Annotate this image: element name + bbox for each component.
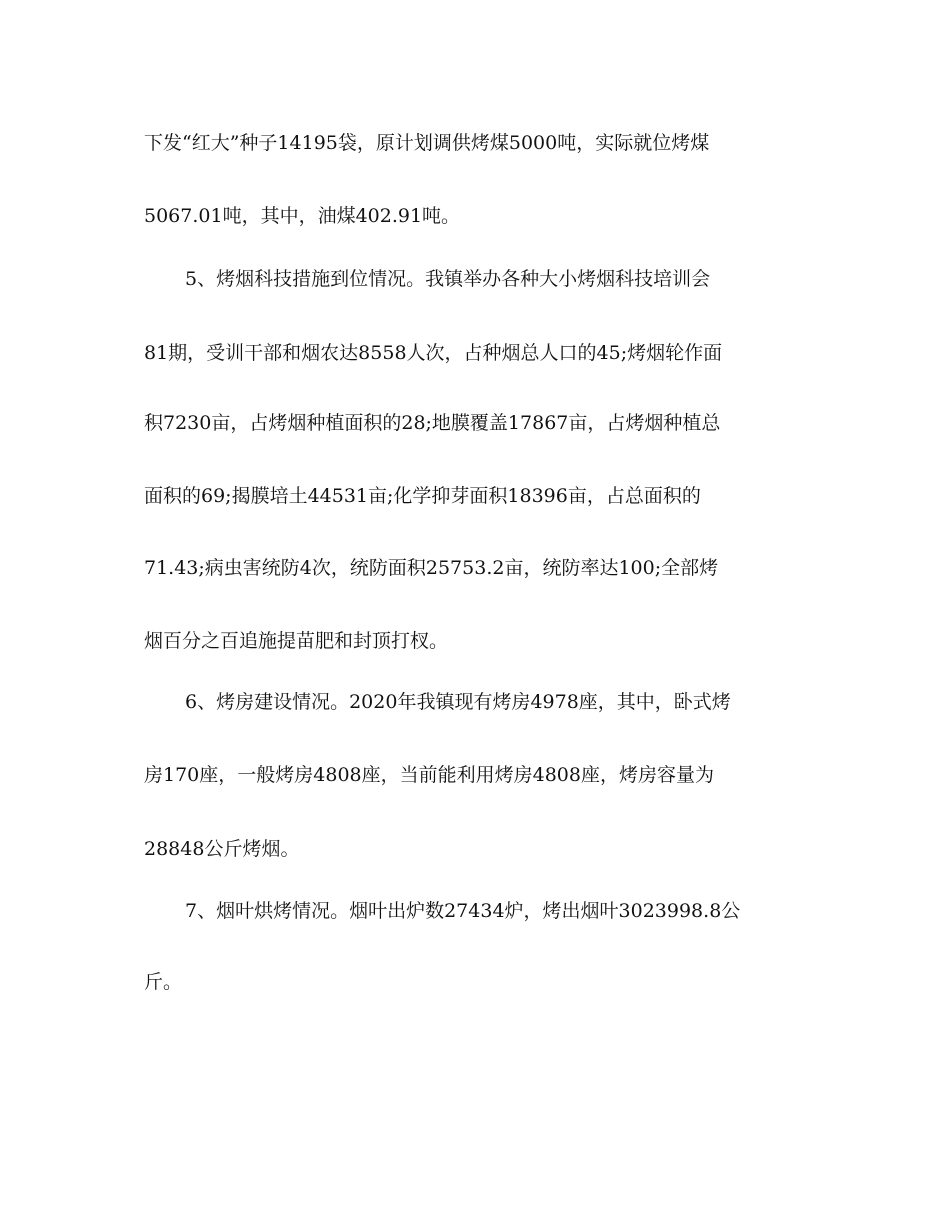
paragraph-line: 7、烟叶烘烤情况。烟叶出炉数27434炉，烤出烟叶3023998.8公 bbox=[185, 900, 741, 922]
text-line: 81期，受训干部和烟农达8558人次，占种烟总人口的45;烤烟轮作面 bbox=[144, 342, 723, 364]
text-line: 斤。 bbox=[144, 971, 183, 993]
text-line: 28848公斤烤烟。 bbox=[144, 838, 300, 860]
paragraph-line: 5、烤烟科技措施到位情况。我镇举办各种大小烤烟科技培训会 bbox=[185, 268, 711, 290]
text-line: 烟百分之百追施提苗肥和封顶打杈。 bbox=[144, 630, 449, 652]
text-line: 71.43;病虫害统防4次，统防面积25753.2亩，统防率达100;全部烤 bbox=[144, 557, 719, 579]
text-line: 下发“红大”种子14195袋，原计划调供烤煤5000吨，实际就位烤煤 bbox=[144, 132, 710, 154]
text-line: 5067.01吨，其中，油煤402.91吨。 bbox=[144, 205, 461, 227]
text-line: 房170座，一般烤房4808座，当前能利用烤房4808座，烤房容量为 bbox=[144, 764, 714, 786]
text-line: 面积的69;揭膜培土44531亩;化学抑芽面积18396亩，占总面积的 bbox=[144, 485, 701, 507]
paragraph-line: 6、烤房建设情况。2020年我镇现有烤房4978座，其中，卧式烤 bbox=[185, 691, 731, 713]
text-line: 积7230亩，占烤烟种植面积的28;地膜覆盖17867亩，占烤烟种植总 bbox=[144, 412, 721, 434]
